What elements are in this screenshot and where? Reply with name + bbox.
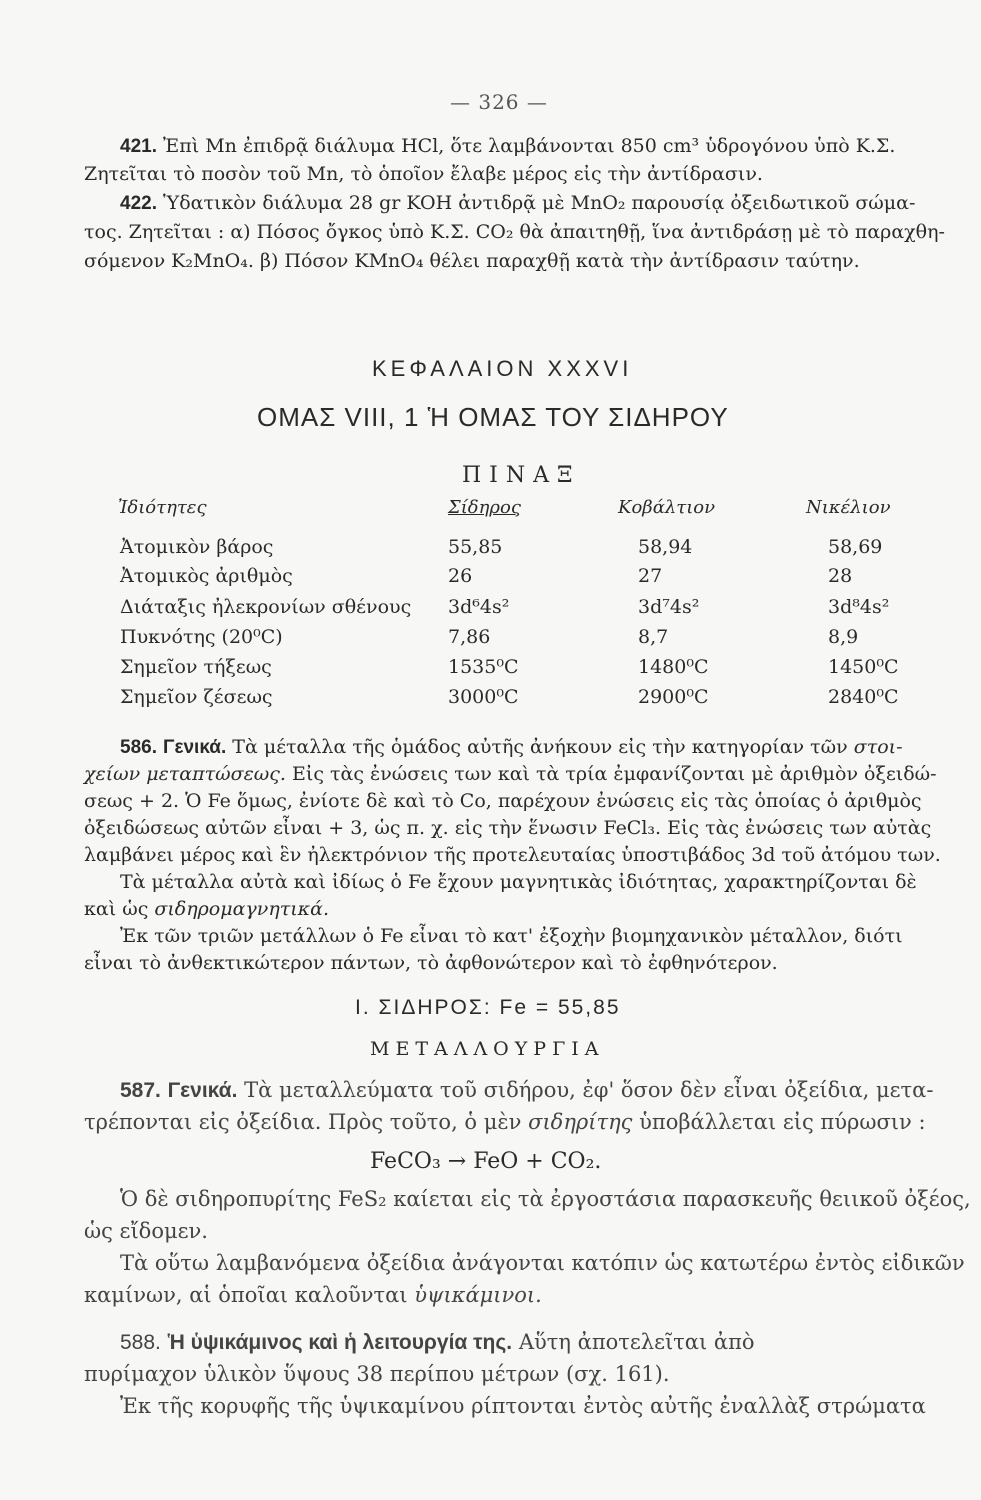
- table-cell-iron: 3d⁶4s²: [448, 596, 510, 618]
- table-cell-cobalt: 2900⁰C: [638, 686, 709, 708]
- section-text: Τὰ μεταλλεύματα τοῦ σιδήρου, ἐφ' ὅσον δὲν εἶναι ὀξείδια, μετα-: [244, 1078, 934, 1102]
- problem-text: Ἐπὶ Mn ἐπιδρᾷ διάλυμα HCl, ὅτε λαμβάνονται 850 cm³ ὑδρογόνου ὑπὸ Κ.Σ.: [163, 135, 896, 157]
- table-cell-property: Σημεῖον τήξεως: [120, 656, 272, 678]
- section-text: Εἰς τὰς ἐνώσεις των καὶ τὰ τρία ἐμφανίζονται μὲ ἀριθμὸν ὀξειδώ-: [292, 763, 937, 785]
- section-text: ὑποβάλλεται εἰς πύρωσιν :: [639, 1110, 926, 1134]
- table-cell-cobalt: 8,7: [638, 626, 669, 648]
- section-587-line-5: Τὰ οὕτω λαμβανόμενα ὀξείδια ἀνάγονται κατόπιν ὡς κατωτέρω ἐντὸς εἰδικῶν: [120, 1251, 965, 1275]
- problem-421-line-2: Ζητεῖται τὸ ποσὸν τοῦ Mn, τὸ ὁποῖον ἔλαβε μέρος εἰς τὴν ἀντίδρασιν.: [84, 163, 763, 185]
- section-number: 586.: [120, 737, 157, 758]
- section-586-line-4: ὀξειδώσεως αὐτῶν εἶναι + 3, ὡς π. χ. εἰς τὴν ἕνωσιν FeCl₃. Εἰς τὰς ἐνώσεις των αὐτὰς: [84, 817, 932, 839]
- problem-number: 421.: [120, 136, 157, 157]
- table-header-iron: Σίδηρος: [448, 497, 521, 518]
- problem-421-line-1: [120, 134, 930, 159]
- problem-422-line-3: σόμενον K₂MnO₄. β) Πόσον KMnO₄ θέλει παραχθῇ κατὰ τὴν ἀντίδρασιν ταύτην.: [84, 250, 860, 272]
- section-586-line-6: Τὰ μέταλλα αὐτὰ καὶ ἰδίως ὁ Fe ἔχουν μαγνητικὰς ἰδιότητας, χαρακτηρίζονται δὲ: [120, 871, 917, 893]
- section-text-italic: ὑψικάμινοι.: [414, 1283, 542, 1307]
- problem-422-line-2: τος. Ζητεῖται : α) Πόσος ὄγκος ὑπὸ Κ.Σ. CO₂ θὰ ἀπαιτηθῇ, ἵνα ἀντιδράσῃ μὲ τὸ παραχθη-: [84, 221, 945, 243]
- section-text-italic: χείων μεταπτώσεως.: [84, 763, 286, 785]
- table-cell-property: Διάταξις ἠλεκρονίων σθένους: [120, 596, 412, 618]
- section-heading: Γενικά.: [163, 737, 227, 758]
- section-587-line-3: Ὁ δὲ σιδηροπυρίτης FeS₂ καίεται εἰς τὰ ἐργοστάσια παρασκευῆς θειικοῦ ὀξέος,: [120, 1187, 971, 1211]
- table-title: ΠΙΝΑΞ: [462, 463, 581, 488]
- table-cell-property: Ἀτομικὸς ἀριθμὸς: [120, 565, 293, 587]
- metallurgy-heading: ΜΕΤΑΛΛΟΥΡΓΙΑ: [370, 1038, 605, 1060]
- problem-text: Ὑδατικὸν διάλυμα 28 gr KOH ἀντιδρᾷ μὲ MnO₂ παρουσίᾳ ὀξειδωτικοῦ σώμα-: [163, 192, 916, 214]
- table-cell-property: Ἀτομικὸν βάρος: [120, 536, 274, 558]
- table-cell-cobalt: 58,94: [638, 536, 693, 558]
- section-586-line-8: Ἐκ τῶν τριῶν μετάλλων ὁ Fe εἶναι τὸ κατ' ἐξοχὴν βιομηχανικὸν μέταλλον, διότι: [120, 925, 903, 947]
- section-text: Τὰ μέταλλα τῆς ὁμάδος αὐτῆς ἀνήκουν εἰς τὴν κατηγορίαν τῶν: [232, 736, 848, 758]
- table-cell-iron: 55,85: [448, 536, 503, 558]
- table-cell-nickel: 1450⁰C: [828, 656, 899, 678]
- table-cell-nickel: 2840⁰C: [828, 686, 899, 708]
- table-cell-cobalt: 3d⁷4s²: [638, 596, 700, 618]
- section-heading: Ἡ ὑψικάμινος καὶ ἡ λειτουργία της.: [167, 1331, 513, 1354]
- problem-422-line-1: [120, 191, 915, 216]
- table-cell-iron: 3000⁰C: [448, 686, 519, 708]
- section-text-italic: σιδηρομαγνητικά.: [154, 898, 329, 920]
- table-cell-nickel: 8,9: [828, 626, 859, 648]
- chapter-title: ΟΜΑΣ VIII, 1 Ἡ ΟΜΑΣ ΤΟΥ ΣΙΔΗΡΟΥ: [257, 402, 729, 432]
- section-588-line-1: [120, 1330, 755, 1355]
- section-586-line-7: [84, 897, 329, 921]
- section-586-line-3: σεως + 2. Ὁ Fe ὅμως, ἐνίοτε δὲ καὶ τὸ Co, παρέχουν ἐνώσεις εἰς τὰς ὁποίας ὁ ἀριθμὸς: [84, 790, 922, 812]
- section-text: Αὕτη ἀποτελεῖται ἀπὸ: [518, 1330, 755, 1354]
- section-586-line-9: εἶναι τὸ ἀνθεκτικώτερον πάντων, τὸ ἀφθονώτερον καὶ τὸ ἐφθηνότερον.: [84, 952, 778, 974]
- section-text: καμίνων, αἱ ὁποῖαι καλοῦνται: [84, 1283, 408, 1307]
- table-header-cobalt: Κοβάλτιον: [618, 497, 716, 518]
- table-cell-nickel: 3d⁸4s²: [828, 596, 890, 618]
- table-cell-iron: 7,86: [448, 626, 491, 648]
- table-cell-iron: 26: [448, 565, 473, 587]
- table-cell-nickel: 58,69: [828, 536, 883, 558]
- table-cell-iron: 1535⁰C: [448, 656, 519, 678]
- section-text-italic: στοι-: [853, 736, 903, 758]
- section-number: 587.: [120, 1079, 161, 1102]
- table-header-nickel: Νικέλιον: [806, 497, 891, 518]
- table-cell-cobalt: 1480⁰C: [638, 656, 709, 678]
- section-text: καὶ ὡς: [84, 898, 149, 920]
- section-587-line-2: [84, 1110, 926, 1134]
- chemical-equation: FeCO₃ → FeO + CO₂.: [370, 1149, 602, 1174]
- problem-number: 422.: [120, 193, 157, 214]
- section-text: τρέπονται εἰς ὀξείδια. Πρὸς τοῦτο, ὁ μὲν: [84, 1110, 522, 1134]
- table-cell-property: Πυκνότης (20⁰C): [120, 626, 283, 648]
- section-586-line-1: [120, 735, 930, 760]
- section-text-italic: σιδηρίτης: [528, 1110, 633, 1134]
- table-header-properties: Ἰδιότητες: [118, 497, 207, 518]
- section-588-line-3: Ἐκ τῆς κορυφῆς τῆς ὑψικαμίνου ρίπτονται ἐντὸς αὐτῆς ἐναλλὰξ στρώματα: [120, 1394, 926, 1418]
- chapter-label: ΚΕΦΑΛΑΙΟΝ XXXVI: [372, 356, 633, 381]
- iron-heading: I. ΣΙΔΗΡΟΣ: Fe = 55,85: [355, 996, 621, 1019]
- section-586-line-5: λαμβάνει μέρος καὶ ἓν ἠλεκτρόνιον τῆς προτελευταίας ὑποστιβάδος 3d τοῦ ἀτόμου των.: [84, 844, 941, 866]
- section-586-line-2: [84, 762, 937, 786]
- table-cell-cobalt: 27: [638, 565, 663, 587]
- section-587-line-6: [84, 1283, 542, 1307]
- section-588-line-2: πυρίμαχον ὑλικὸν ὕψους 38 περίπου μέτρων (σχ. 161).: [84, 1362, 670, 1386]
- table-cell-nickel: 28: [828, 565, 853, 587]
- section-number: 588.: [120, 1331, 161, 1354]
- section-587-line-4: ὡς εἴδομεν.: [84, 1219, 208, 1243]
- page-number: — 326 —: [450, 90, 548, 114]
- table-cell-property: Σημεῖον ζέσεως: [120, 686, 273, 708]
- section-587-line-1: [120, 1078, 933, 1103]
- section-heading: Γενικά.: [167, 1079, 238, 1102]
